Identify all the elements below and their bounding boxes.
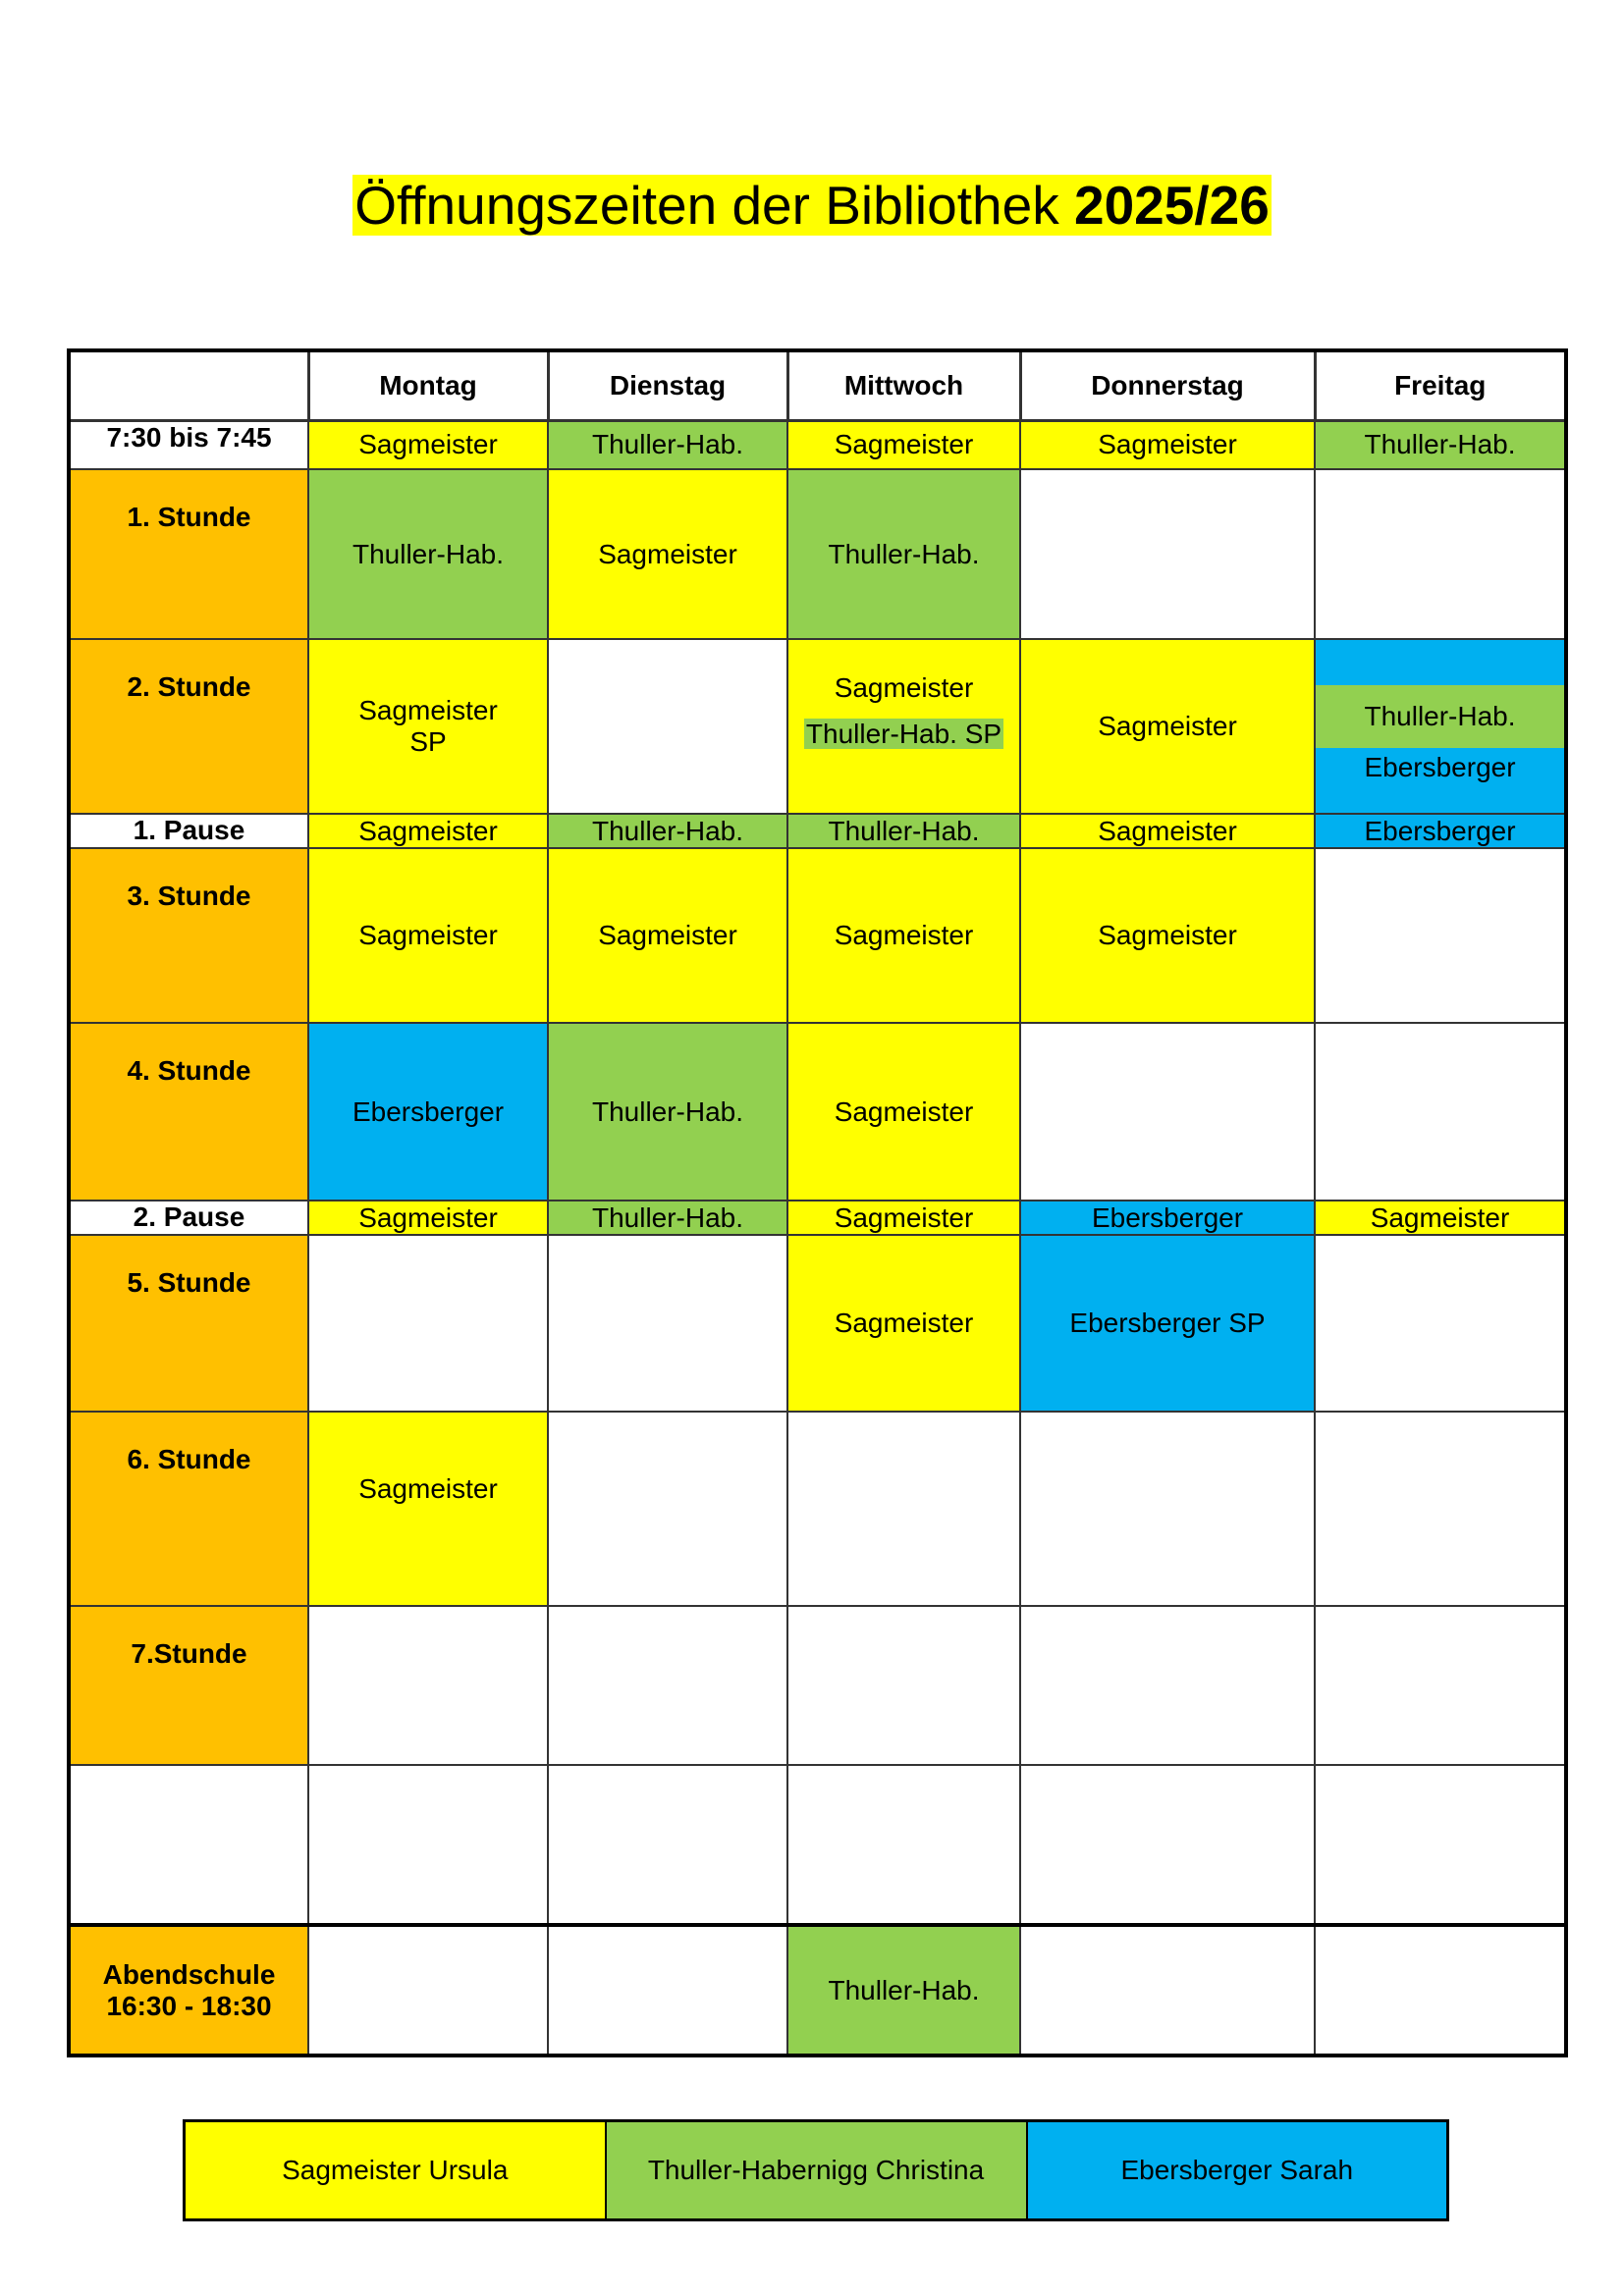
slot-cell <box>1020 1023 1315 1201</box>
table-row <box>69 1412 1566 1606</box>
legend-item: Thuller-Habernigg Christina <box>606 2121 1027 2220</box>
slot-cell: Thuller-Hab. <box>787 1925 1020 2056</box>
slot-cell <box>308 1606 548 1765</box>
slot-cell: Sagmeister <box>1020 848 1315 1023</box>
row-label: 1. Stunde <box>69 469 308 639</box>
row-label: 2. Stunde <box>69 639 308 814</box>
slot-cell: Thuller-Hab. <box>548 814 787 848</box>
slot-cell: Ebersberger <box>1020 1201 1315 1235</box>
day-header: Mittwoch <box>787 350 1020 420</box>
day-header: Freitag <box>1315 350 1566 420</box>
slot-cell <box>1020 469 1315 639</box>
slot-cell: Sagmeister <box>548 848 787 1023</box>
row-label <box>69 1765 308 1925</box>
slot-cell: Sagmeister <box>308 1412 548 1606</box>
slot-cell: Ebersberger <box>1315 814 1566 848</box>
slot-cell: Thuller-Hab. <box>308 469 548 639</box>
row-label-line: Abendschule <box>102 1958 276 1990</box>
title-year: 2025/26 <box>1073 175 1270 236</box>
slot-cell <box>548 1606 787 1765</box>
table-row <box>69 1765 1566 1925</box>
day-header: Dienstag <box>548 350 787 420</box>
table-row <box>69 814 1566 848</box>
slot-cell <box>1020 1606 1315 1765</box>
slot-cell <box>787 1412 1020 1606</box>
table-row <box>69 1023 1566 1201</box>
row-label: 3. Stunde <box>69 848 308 1023</box>
slot-cell: Ebersberger <box>308 1023 548 1201</box>
slot-cell: Thuller-Hab. <box>787 814 1020 848</box>
table-row <box>69 1201 1566 1235</box>
slot-cell <box>1315 1606 1566 1765</box>
slot-cell <box>308 1765 548 1925</box>
slot-line: Sagmeister <box>358 695 498 725</box>
table-row <box>69 469 1566 639</box>
slot-cell: Sagmeister <box>787 1201 1020 1235</box>
schedule-table <box>67 348 1568 2057</box>
page-title <box>352 175 1272 236</box>
slot-cell <box>787 639 1020 814</box>
slot-cell <box>1315 1023 1566 1201</box>
table-row <box>69 848 1566 1023</box>
slot-cell: Thuller-Hab. <box>548 1023 787 1201</box>
slot-cell: Thuller-Hab. <box>1315 420 1566 469</box>
slot-cell: Thuller-Hab. <box>548 420 787 469</box>
slot-cell: Sagmeister <box>308 814 548 848</box>
slot-cell <box>1315 1765 1566 1925</box>
slot-highlight: Thuller-Hab. SP <box>805 719 1002 749</box>
slot-cell <box>548 1235 787 1412</box>
table-row <box>69 1235 1566 1412</box>
legend-item: Ebersberger Sarah <box>1027 2121 1448 2220</box>
row-label: 2. Pause <box>69 1201 308 1235</box>
title-main: Öffnungszeiten der Bibliothek <box>354 175 1074 236</box>
row-label: 6. Stunde <box>69 1412 308 1606</box>
split-part: Thuller-Hab. <box>1316 685 1564 748</box>
slot-cell: Sagmeister <box>308 420 548 469</box>
slot-cell <box>1020 1765 1315 1925</box>
row-label: 5. Stunde <box>69 1235 308 1412</box>
row-label: 7.Stunde <box>69 1606 308 1765</box>
day-header: Donnerstag <box>1020 350 1315 420</box>
slot-cell: Thuller-Hab. <box>787 469 1020 639</box>
slot-cell <box>1020 1412 1315 1606</box>
slot-cell: Thuller-Hab. <box>548 1201 787 1235</box>
table-row <box>69 1925 1566 2056</box>
title-wrap <box>0 175 1624 236</box>
slot-cell: Sagmeister <box>787 1023 1020 1201</box>
slot-cell: Sagmeister <box>787 848 1020 1023</box>
slot-cell <box>548 1765 787 1925</box>
header-corner <box>69 350 308 420</box>
slot-line: SP <box>409 726 447 757</box>
slot-cell: Sagmeister <box>308 1201 548 1235</box>
row-label-line: 16:30 - 18:30 <box>106 1990 272 2021</box>
row-label: 4. Stunde <box>69 1023 308 1201</box>
slot-cell <box>787 1765 1020 1925</box>
slot-cell <box>1315 469 1566 639</box>
slot-cell <box>548 1925 787 2056</box>
table-row <box>69 1606 1566 1765</box>
day-header: Montag <box>308 350 548 420</box>
split-part <box>1316 666 1564 685</box>
slot-cell <box>548 1412 787 1606</box>
slot-cell <box>548 639 787 814</box>
slot-cell <box>1315 1235 1566 1412</box>
table-row <box>69 639 1566 814</box>
slot-cell: Sagmeister <box>1315 1201 1566 1235</box>
row-label: 1. Pause <box>69 814 308 848</box>
slot-cell <box>787 1606 1020 1765</box>
table-row <box>69 420 1566 469</box>
slot-cell <box>1020 1925 1315 2056</box>
slot-cell <box>308 1235 548 1412</box>
slot-line: Sagmeister <box>834 672 974 703</box>
slot-cell: Ebersberger SP <box>1020 1235 1315 1412</box>
slot-cell-split <box>1315 639 1566 814</box>
slot-cell: Sagmeister <box>548 469 787 639</box>
slot-cell <box>1315 1925 1566 2056</box>
slot-cell <box>308 639 548 814</box>
slot-cell: Sagmeister <box>787 1235 1020 1412</box>
slot-cell <box>308 1925 548 2056</box>
split-part: Ebersberger <box>1316 748 1564 787</box>
slot-cell <box>1315 848 1566 1023</box>
slot-cell: Sagmeister <box>1020 814 1315 848</box>
legend-row <box>185 2121 1448 2220</box>
slot-cell: Sagmeister <box>1020 420 1315 469</box>
row-label <box>69 1925 308 2056</box>
header-row <box>69 350 1566 420</box>
row-label: 7:30 bis 7:45 <box>69 420 308 469</box>
legend-table <box>183 2119 1449 2221</box>
legend-item: Sagmeister Ursula <box>185 2121 606 2220</box>
slot-cell: Sagmeister <box>787 420 1020 469</box>
slot-cell <box>1315 1412 1566 1606</box>
slot-cell: Sagmeister <box>1020 639 1315 814</box>
slot-cell: Sagmeister <box>308 848 548 1023</box>
